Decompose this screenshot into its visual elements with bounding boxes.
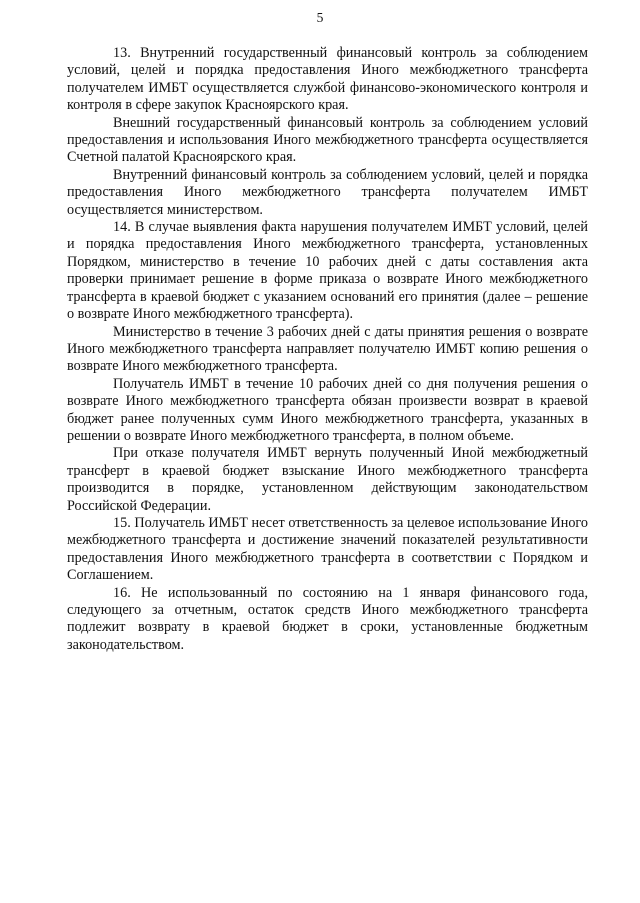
paragraph-16-unused-balance: 16. Не использованный по состоянию на 1 января финансового года, следующего за отчетным, остаток средств Иного межбюджетного трансферта подлежит возврату в краевой бюджет в сроки, установленные бюджетным законодательством. xyxy=(67,584,588,653)
paragraph-decision-copy: Министерство в течение 3 рабочих дней с даты принятия решения о возврате Иного межбюджетного трансферта направляет получателю ИМБТ копию решения о возврате Иного межбюджетного трансферта. xyxy=(67,323,588,375)
paragraph-return-obligation: Получатель ИМБТ в течение 10 рабочих дней со дня получения решения о возврате Иного межбюджетного трансферта обязан произвести возврат в краевой бюджет ранее полученных сумм Иного межбюджетного трансферта, указанных в решении о возврате Иного межбюджетного трансферта, в полном объеме. xyxy=(67,375,588,444)
paragraph-internal-financial-control: Внутренний финансовый контроль за соблюдением условий, целей и порядка предоставления Иного межбюджетного трансферта получателем ИМБТ осуществляется министерством. xyxy=(67,166,588,218)
paragraph-external-state-control: Внешний государственный финансовый контроль за соблюдением условий предоставления и использования Иного межбюджетного трансферта осуществляется Счетной палатой Красноярского края. xyxy=(67,114,588,166)
paragraph-13-internal-state-control: 13. Внутренний государственный финансовый контроль за соблюдением условий, целей и порядка предоставления Иного межбюджетного трансферта получателем ИМБТ осуществляется службой финансово-экономического контроля и контроля в сфере закупок Красноярского края. xyxy=(67,45,588,114)
document-body xyxy=(67,45,588,654)
paragraph-refusal-recovery: При отказе получателя ИМБТ вернуть полученный Иной межбюджетный трансферт в краевой бюджет взыскание Иного межбюджетного трансферта производится в порядке, установленном действующим законодательством Российской Федерации. xyxy=(67,445,588,514)
page-number: 5 xyxy=(316,10,324,25)
paragraph-15-responsibility: 15. Получатель ИМБТ несет ответственность за целевое использование Иного межбюджетного трансферта и достижение значений показателей результативности предоставления Иного межбюджетного трансферта в соответствии с Порядком и Соглашением. xyxy=(67,514,588,584)
paragraph-14-violation-return: 14. В случае выявления факта нарушения получателем ИМБТ условий, целей и порядка предоставления Иного межбюджетного трансферта, установленных Порядком, министерство в течение 10 рабочих дней с даты составления акта проверки принимает решение в форме приказа о возврате Иного межбюджетного трансферта в краевой бюджет с указанием оснований его принятия (далее – решение о возврате Иного межбюджетного трансферта). xyxy=(67,219,588,323)
